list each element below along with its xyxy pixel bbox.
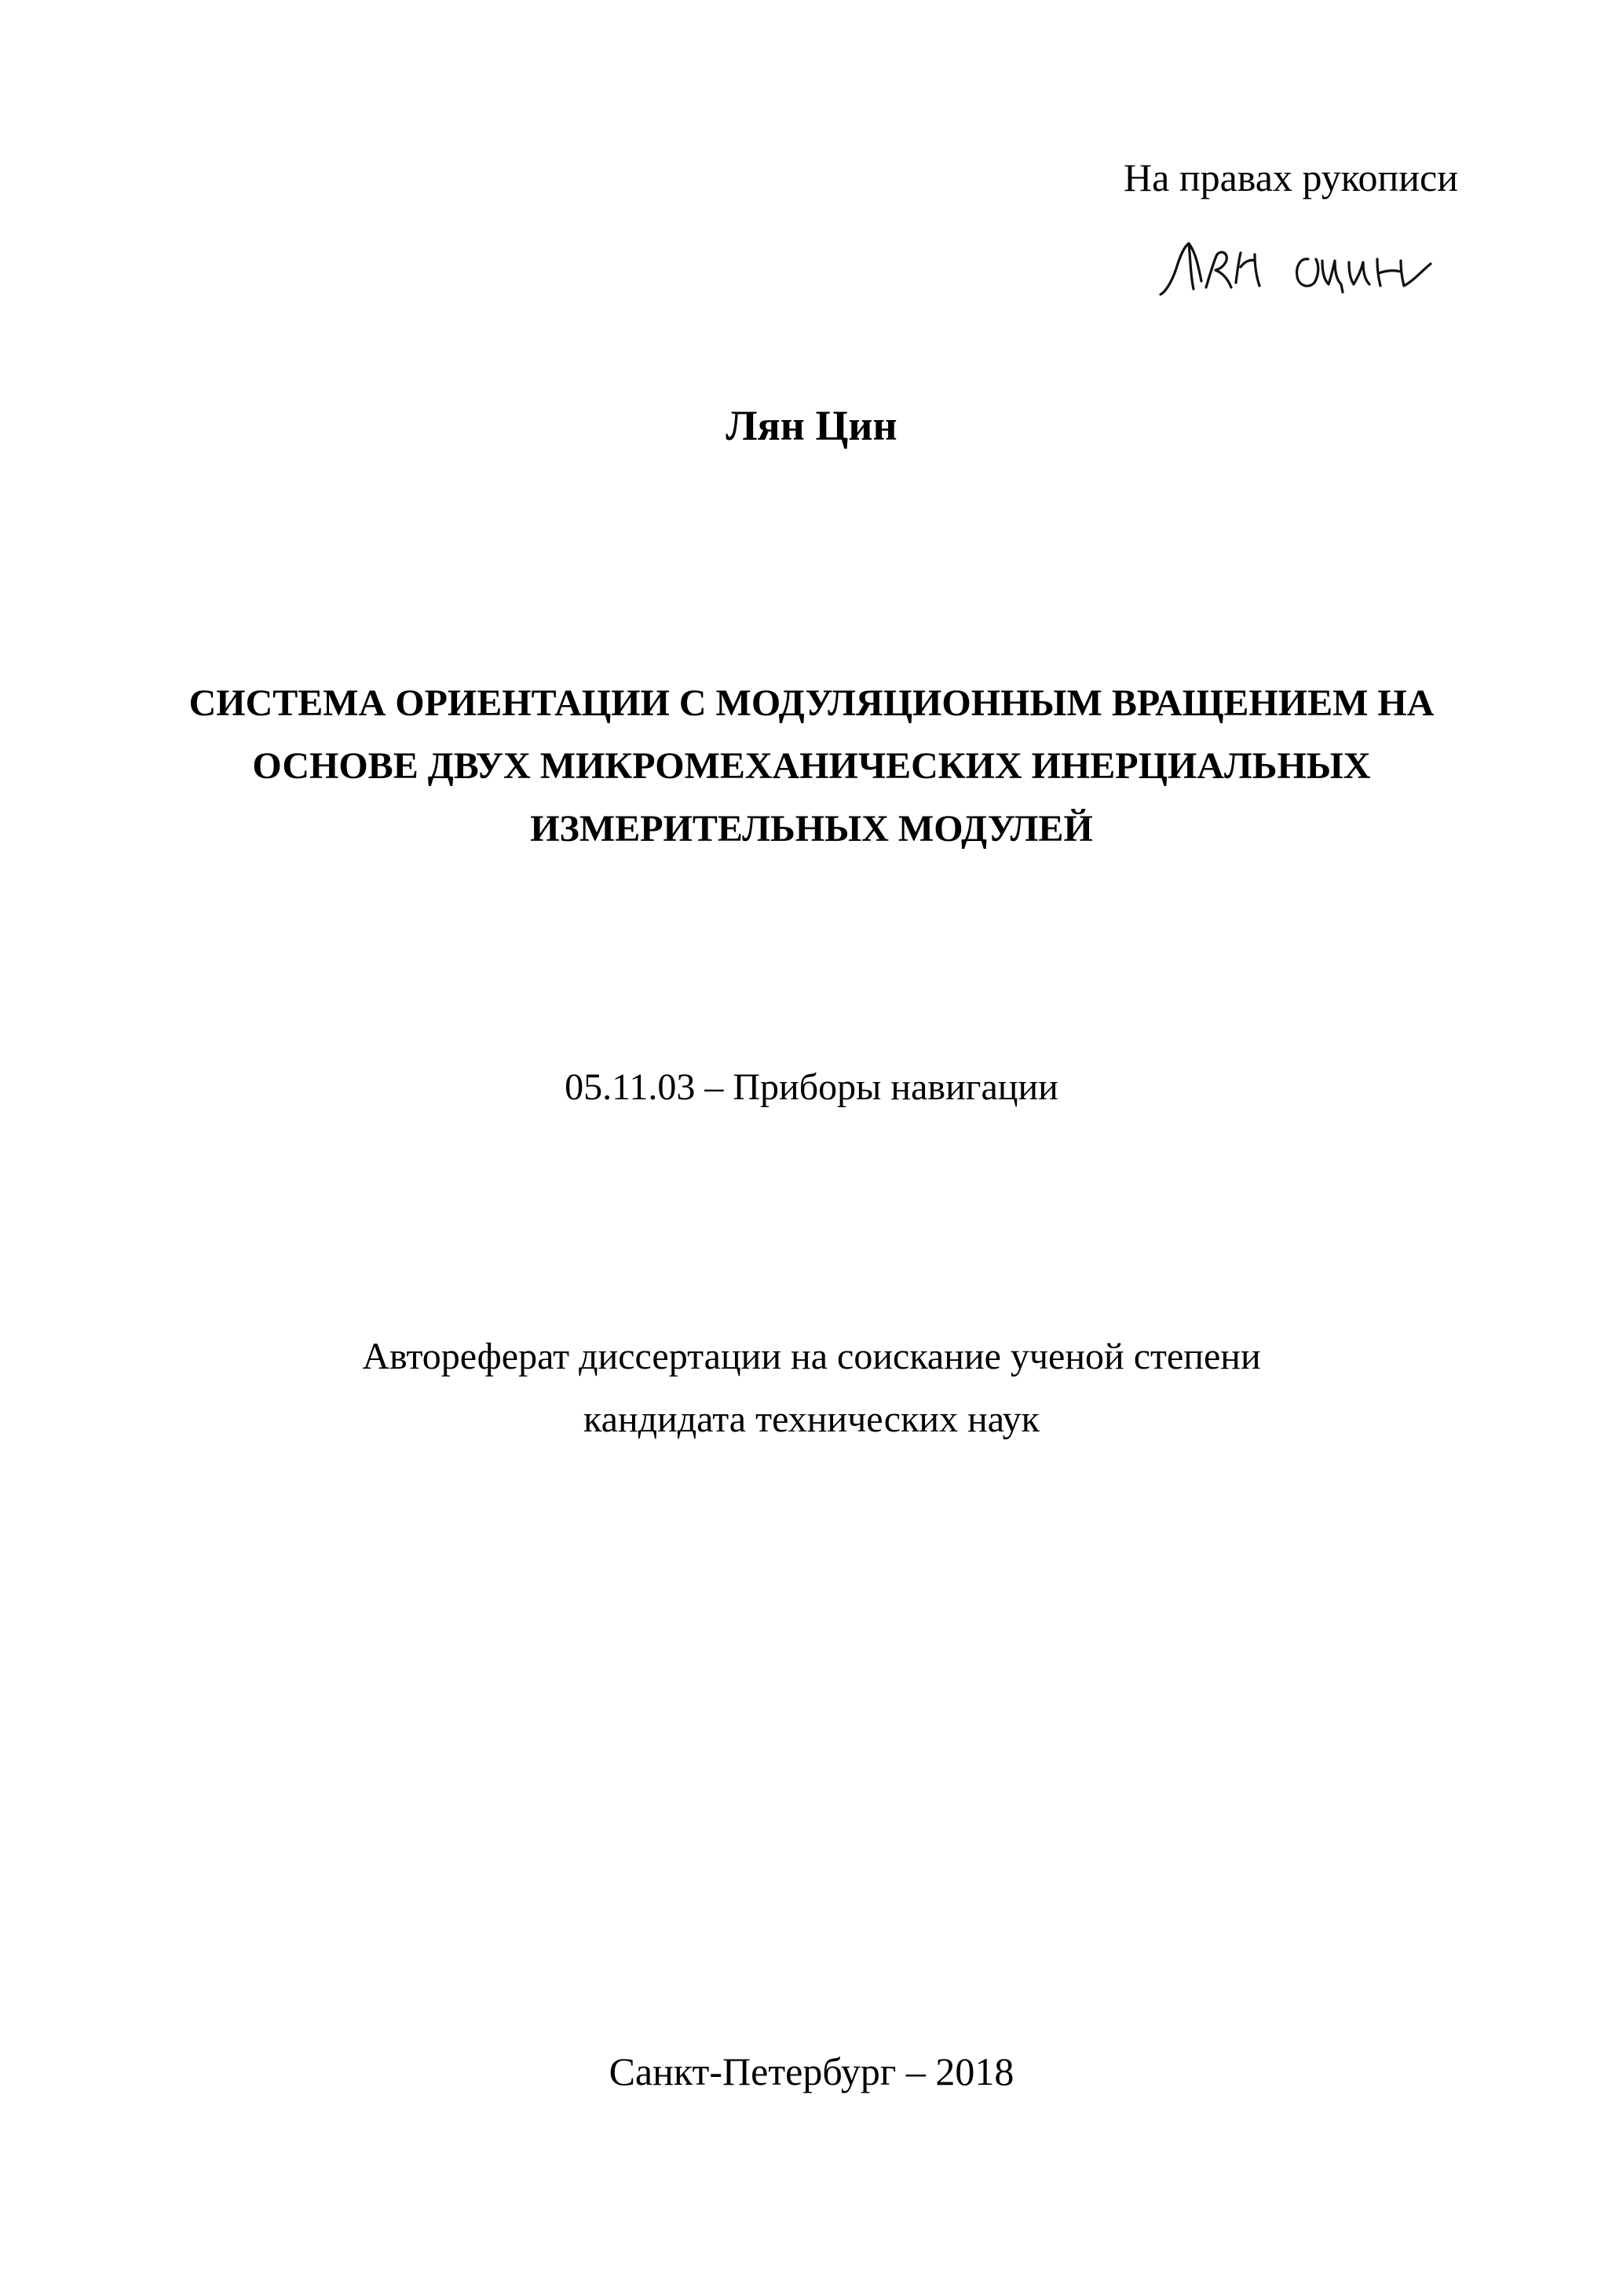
abstract-description <box>0 1325 1623 1451</box>
abstract-line: кандидата технических наук <box>583 1398 1040 1440</box>
abstract-line: Автореферат диссертации на соискание ученой степени <box>362 1336 1261 1377</box>
title-line: СИСТЕМА ОРИЕНТАЦИИ С МОДУЛЯЦИОННЫМ ВРАЩЕНИЕМ НА <box>188 682 1435 724</box>
rights-note: На правах рукописи <box>1124 155 1458 199</box>
specialty-code: 05.11.03 – Приборы навигации <box>565 1066 1058 1108</box>
title-line: ОСНОВЕ ДВУХ МИКРОМЕХАНИЧЕСКИХ ИНЕРЦИАЛЬНЫХ <box>252 745 1371 787</box>
place-and-year: Санкт-Петербург – 2018 <box>609 2049 1014 2093</box>
author-name: Лян Цин <box>726 402 897 449</box>
dissertation-title <box>0 672 1623 861</box>
handwritten-signature <box>1154 220 1468 314</box>
title-line: ИЗМЕРИТЕЛЬНЫХ МОДУЛЕЙ <box>530 808 1093 850</box>
